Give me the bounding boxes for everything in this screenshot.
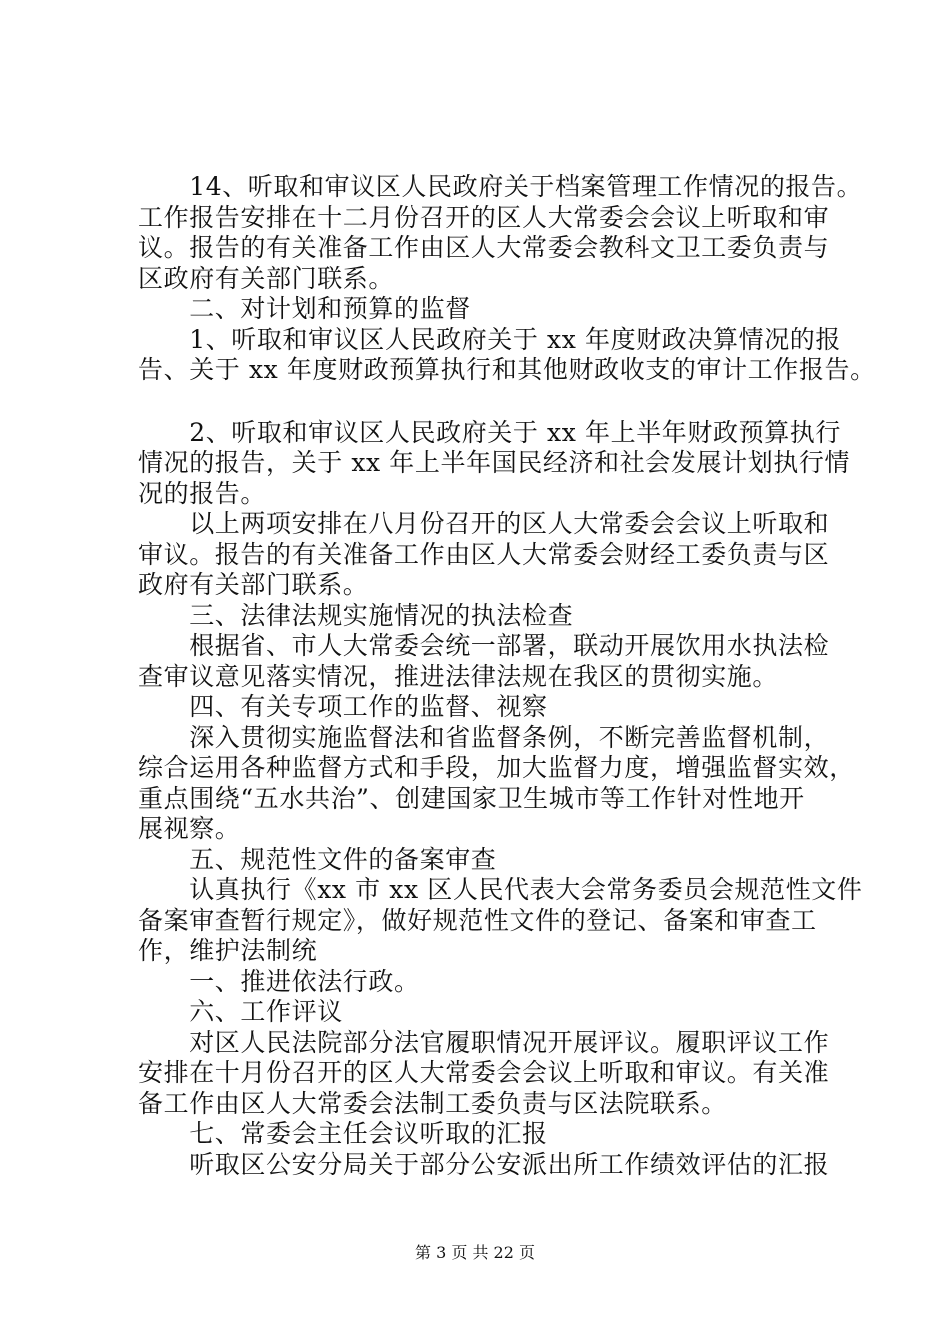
text-line: 备案审查暂行规定》，做好规范性文件的登记、备案和审查工 bbox=[138, 905, 817, 935]
section-heading: 五、规范性文件的备案审查 bbox=[138, 844, 497, 874]
text-line: 区政府有关部门联系。 bbox=[138, 263, 395, 293]
text-line: 告、关于 xx 年度财政预算执行和其他财政收支的审计工作报告。 bbox=[138, 355, 876, 384]
text-line: 作，维护法制统 bbox=[138, 936, 318, 965]
text-line: 深入贯彻实施监督法和省监督条例，不断完善监督机制， bbox=[138, 722, 830, 752]
text-line: 查审议意见落实情况，推进法律法规在我区的贯彻实施。 bbox=[138, 661, 779, 691]
text-line: 以上两项安排在八月份召开的区人大常委会会议上听取和 bbox=[138, 509, 830, 538]
paragraph-gap bbox=[138, 386, 838, 418]
text-line: 对区人民法院部分法官履职情况开展评议。履职评议工作 bbox=[138, 1027, 830, 1057]
text-line: 1、听取和审议区人民政府关于 xx 年度财政决算情况的报 bbox=[138, 324, 841, 354]
text-line: 根据省、市人大常委会统一部署，联动开展饮用水执法检 bbox=[138, 631, 830, 660]
text-line: 政府有关部门联系。 bbox=[138, 570, 369, 599]
text-line: 综合运用各种监督方式和手段，加大监督力度，增强监督实效， bbox=[138, 753, 855, 782]
text-line: 工作报告安排在十二月份召开的区人大常委会会议上听取和审 bbox=[138, 202, 830, 232]
text-line: 展视察。 bbox=[138, 814, 241, 843]
text-line: 议。报告的有关准备工作由区人大常委会教科文卫工委负责与 bbox=[138, 233, 830, 262]
section-heading: 七、常委会主任会议听取的汇报 bbox=[138, 1119, 548, 1148]
section-heading: 一、推进依法行政。 bbox=[138, 966, 420, 996]
text-line: 认真执行《xx 市 xx 区人民代表大会常务委员会规范性文件 bbox=[138, 875, 863, 904]
section-heading: 六、工作评议 bbox=[138, 997, 343, 1026]
text-line: 情况的报告，关于 xx 年上半年国民经济和社会发展计划执行情 bbox=[138, 448, 851, 477]
text-line: 听取区公安分局关于部分公安派出所工作绩效评估的汇报 bbox=[138, 1149, 830, 1179]
text-line: 安排在十月份召开的区人大常委会会议上听取和审议。有关准 bbox=[138, 1058, 830, 1087]
section-heading: 四、有关专项工作的监督、视察 bbox=[138, 692, 548, 721]
text-line: 审议。报告的有关准备工作由区人大常委会财经工委负责与区 bbox=[138, 539, 830, 569]
section-heading: 二、对计划和预算的监督 bbox=[138, 294, 471, 323]
section-heading: 三、法律法规实施情况的执法检查 bbox=[138, 600, 574, 630]
text-line: 况的报告。 bbox=[138, 478, 267, 508]
text-line: 2、听取和审议区人民政府关于 xx 年上半年财政预算执行 bbox=[138, 417, 841, 447]
text-line: 14、听取和审议区人民政府关于档案管理工作情况的报告。 bbox=[138, 172, 863, 201]
text-line: 重点围绕“五水共治”、创建国家卫生城市等工作针对性地开 bbox=[138, 783, 805, 813]
text-line: 备工作由区人大常委会法制工委负责与区法院联系。 bbox=[138, 1088, 727, 1118]
document-body bbox=[138, 172, 876, 1180]
page-number-footer: 第 3 页 共 22 页 bbox=[415, 1243, 535, 1262]
